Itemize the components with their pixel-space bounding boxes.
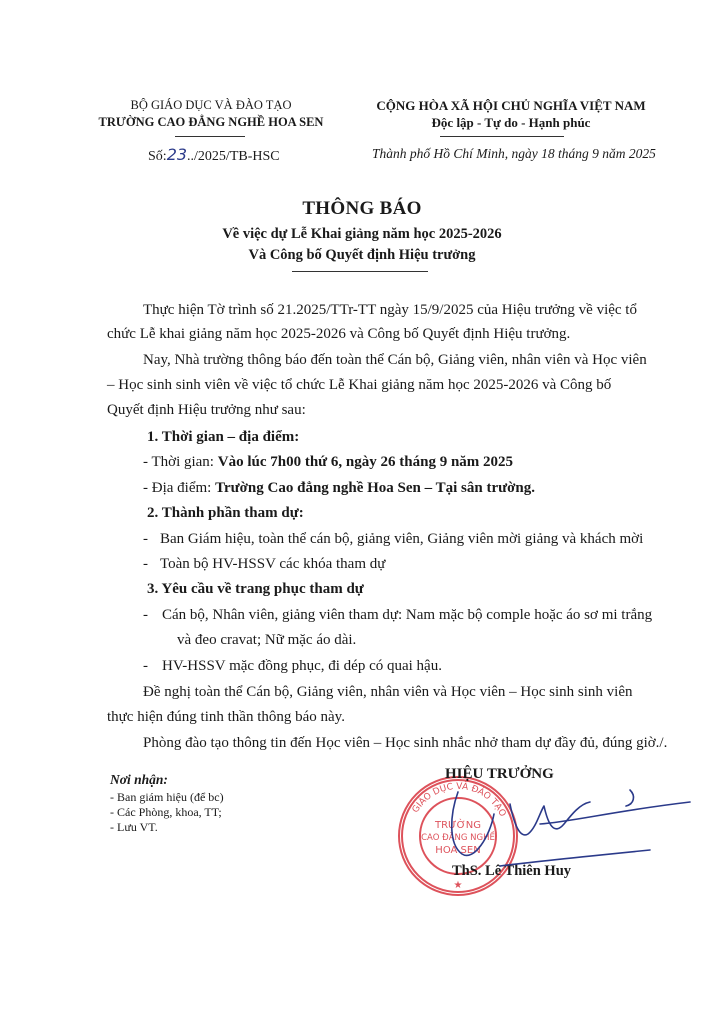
bullet-dash: - [143, 556, 148, 572]
document-number: Số:23../2025/TB-HSC [148, 145, 280, 164]
paragraph-2-line-1: Nay, Nhà trường thông báo đến toàn thể Cán bộ, Giảng viên, nhân viên và Học viên [143, 352, 647, 368]
document-subtitle-2: Và Công bố Quyết định Hiệu trưởng [248, 247, 476, 263]
paragraph-3-line-1: Đề nghị toàn thể Cán bộ, Giảng viên, nhân viên và Học viên – Học sinh sinh viên [143, 684, 633, 700]
receiver-item: - Các Phòng, khoa, TT; [110, 805, 222, 819]
signer-name: ThS. Lê Thiên Huy [452, 863, 572, 879]
place-value: Trường Cao đẳng nghề Hoa Sen – Tại sân trường. [215, 480, 536, 496]
place-line [143, 480, 535, 497]
receiver-item: - Lưu VT. [110, 820, 158, 834]
paragraph-4: Phòng đào tạo thông tin đến Học viên – Học sinh nhắc nhở tham dự đầy đủ, đúng giờ./. [143, 735, 668, 751]
stamp-line-2: CAO ĐẲNG NGHỀ [421, 833, 495, 843]
section-heading-2: 2. Thành phần tham dự: [147, 505, 304, 521]
bullet-dash: - [143, 658, 148, 674]
ministry-name: BỘ GIÁO DỤC VÀ ĐÀO TẠO [130, 98, 292, 112]
paragraph-2-line-2: – Học sinh sinh viên về việc tổ chức Lễ Khai giảng năm học 2025-2026 và Công bố [107, 377, 612, 393]
paragraph-1-line-1: Thực hiện Tờ trình số 21.2025/TTr-TT ngày 15/9/2025 của Hiệu trưởng về việc tổ [143, 302, 637, 318]
header-left [86, 97, 336, 131]
national-motto: Độc lập - Tự do - Hạnh phúc [431, 115, 591, 130]
country-name: CỘNG HÒA XÃ HỘI CHỦ NGHĨA VIỆT NAM [376, 98, 646, 113]
doc-number-handwritten: 23 [166, 145, 188, 164]
signature-title: HIỆU TRƯỞNG [445, 766, 554, 782]
section-heading-1: 1. Thời gian – địa điểm: [147, 429, 300, 445]
time-label: - Thời gian: [143, 454, 218, 470]
title-rule [292, 271, 428, 272]
time-line [143, 454, 513, 471]
receivers-title: Nơi nhận: [110, 772, 168, 787]
handwritten-signature [440, 784, 700, 874]
stamp-star-icon: ★ [453, 880, 463, 891]
receiver-item: - Ban giám hiệu (để bc) [110, 790, 224, 804]
doc-number-prefix: Số: [148, 149, 167, 164]
place-date: Thành phố Hồ Chí Minh, ngày 18 tháng 9 năm 2025 [372, 146, 656, 161]
stamp-line-3: HOA SEN [435, 845, 481, 856]
school-name: TRƯỜNG CAO ĐẲNG NGHỀ HOA SEN [98, 115, 324, 129]
document-title: THÔNG BÁO [302, 198, 422, 219]
header-left-rule [175, 136, 245, 137]
paragraph-2-line-3: Quyết định Hiệu trưởng như sau: [107, 402, 306, 418]
attendee-item-2: Toàn bộ HV-HSSV các khóa tham dự [160, 556, 386, 572]
stamp-line-1: TRƯỜNG [435, 820, 481, 831]
attendee-item-1: Ban Giám hiệu, toàn thể cán bộ, giảng viên, Giảng viên mời giảng và khách mời [160, 531, 644, 547]
paragraph-1-line-2: chức Lễ khai giảng năm học 2025-2026 và Công bố Quyết định Hiệu trưởng. [107, 326, 571, 342]
header-right [356, 97, 666, 131]
dress-item-1-line-1: Cán bộ, Nhân viên, giảng viên tham dự: Nam mặc bộ comple hoặc áo sơ mi trắng [162, 607, 653, 623]
dress-item-2: HV-HSSV mặc đồng phục, đi dép có quai hậu. [162, 658, 442, 674]
time-value: Vào lúc 7h00 thứ 6, ngày 26 tháng 9 năm 2025 [217, 454, 514, 470]
header-right-rule [440, 136, 564, 137]
document-subtitle-1: Về việc dự Lễ Khai giảng năm học 2025-2026 [222, 226, 502, 242]
doc-number-suffix: /2025/TB-HSC [194, 149, 280, 164]
bullet-dash: - [143, 531, 148, 547]
dress-item-1-line-2: và đeo cravat; Nữ mặc áo dài. [177, 632, 357, 648]
paragraph-3-line-2: thực hiện đúng tinh thần thông báo này. [107, 709, 345, 725]
section-heading-3: 3. Yêu cầu về trang phục tham dự [147, 581, 364, 597]
bullet-dash: - [143, 607, 148, 623]
place-label: - Địa điểm: [143, 480, 216, 496]
stamp-ring-text: GIÁO DỤC VÀ ĐÀO TẠO [410, 781, 508, 819]
